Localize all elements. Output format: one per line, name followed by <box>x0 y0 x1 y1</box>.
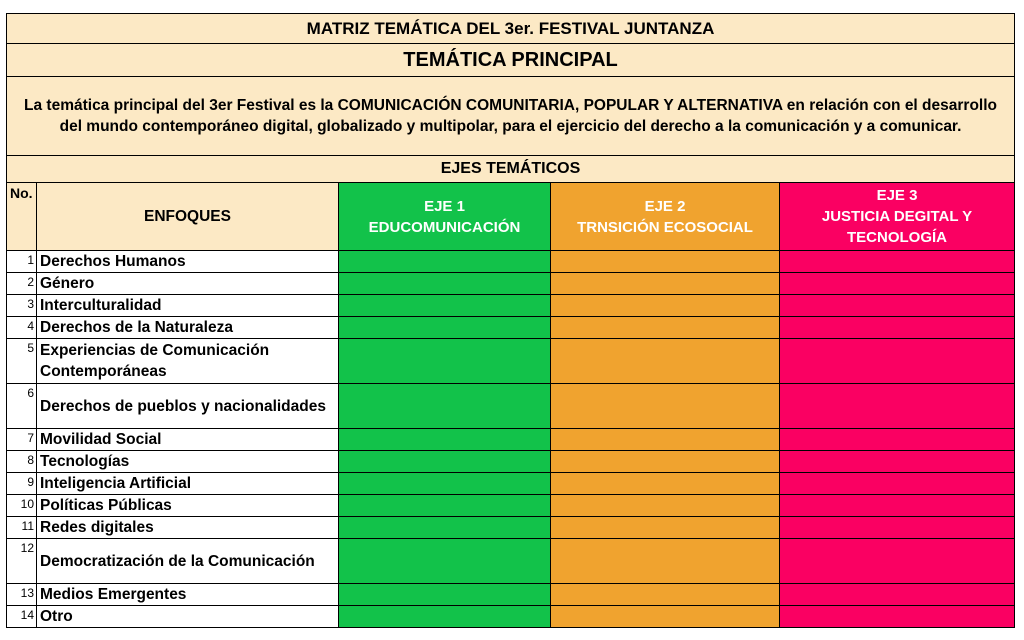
approach-label: Experiencias de Comunicación Contemporáneas <box>37 339 339 384</box>
axis-1-cell <box>339 517 551 539</box>
row-number: 1 <box>7 251 37 273</box>
axis-3-cell <box>780 584 1015 606</box>
axis-3-cell <box>780 429 1015 451</box>
axis-2-label: EJE 2 <box>644 197 686 215</box>
table-row <box>7 273 1015 295</box>
approach-label: Derechos Humanos <box>37 251 339 273</box>
approaches-column-header: ENFOQUES <box>37 183 339 251</box>
row-number: 14 <box>7 606 37 628</box>
row-number: 3 <box>7 295 37 317</box>
row-number: 8 <box>7 451 37 473</box>
axis-3-cell <box>780 495 1015 517</box>
approaches-rows <box>7 251 1015 628</box>
axis-3-cell <box>780 295 1015 317</box>
thematic-axes-heading: EJES TEMÁTICOS <box>7 156 1015 183</box>
approach-label: Redes digitales <box>37 517 339 539</box>
table-row <box>7 473 1015 495</box>
axis-2-cell <box>551 429 780 451</box>
axis-1-cell <box>339 606 551 628</box>
approach-label: Políticas Públicas <box>37 495 339 517</box>
table-row <box>7 251 1015 273</box>
axis-1-header <box>339 183 551 251</box>
axis-1-cell <box>339 317 551 339</box>
main-theme-description: La temática principal del 3er Festival es la COMUNICACIÓN COMUNITARIA, POPULAR Y ALTERNATIVA en relación con el desarrollo del mundo contemporáneo digital, globalizado y multipolar, para el ejercicio del derecho a la comunicación y a comunicar. <box>7 77 1015 156</box>
table-row <box>7 429 1015 451</box>
document-title: MATRIZ TEMÁTICA DEL 3er. FESTIVAL JUNTANZA <box>7 14 1015 44</box>
axis-2-cell <box>551 273 780 295</box>
axis-3-header <box>780 183 1015 251</box>
axis-3-cell <box>780 517 1015 539</box>
axis-1-cell <box>339 429 551 451</box>
axis-1-cell <box>339 339 551 384</box>
axis-1-cell <box>339 273 551 295</box>
axis-2-cell <box>551 317 780 339</box>
row-number: 10 <box>7 495 37 517</box>
axis-1-cell <box>339 584 551 606</box>
axis-2-cell <box>551 606 780 628</box>
table-row <box>7 539 1015 584</box>
axis-3-cell <box>780 339 1015 384</box>
axis-3-cell <box>780 473 1015 495</box>
row-number: 5 <box>7 339 37 384</box>
axis-2-header <box>551 183 780 251</box>
axis-2-cell <box>551 473 780 495</box>
table-row <box>7 584 1015 606</box>
axis-2-cell <box>551 339 780 384</box>
row-number: 9 <box>7 473 37 495</box>
axis-1-cell <box>339 384 551 429</box>
axis-2-cell <box>551 584 780 606</box>
axis-3-cell <box>780 251 1015 273</box>
table-row <box>7 451 1015 473</box>
row-number: 12 <box>7 539 37 584</box>
row-number: 6 <box>7 384 37 429</box>
approach-label: Democratización de la Comunicación <box>37 539 339 584</box>
axis-1-label: EJE 1 <box>424 197 465 215</box>
table-row <box>7 317 1015 339</box>
axis-3-cell <box>780 317 1015 339</box>
axis-2-cell <box>551 495 780 517</box>
approach-label: Otro <box>37 606 339 628</box>
table-row <box>7 295 1015 317</box>
table-row <box>7 517 1015 539</box>
axis-2-cell <box>551 251 780 273</box>
approach-label: Género <box>37 273 339 295</box>
axis-1-cell <box>339 473 551 495</box>
approach-label: Derechos de pueblos y nacionalidades <box>37 384 339 429</box>
axis-2-cell <box>551 517 780 539</box>
axis-3-name: JUSTICIA DEGITAL Y TECNOLOGÍA <box>821 208 973 246</box>
table-row <box>7 495 1015 517</box>
table-row <box>7 384 1015 429</box>
approach-label: Medios Emergentes <box>37 584 339 606</box>
axis-3-cell <box>780 606 1015 628</box>
axis-1-cell <box>339 451 551 473</box>
approach-label: Derechos de la Naturaleza <box>37 317 339 339</box>
axis-2-cell <box>551 295 780 317</box>
row-number: 4 <box>7 317 37 339</box>
axis-2-cell <box>551 539 780 584</box>
axis-1-name: EDUCOMUNICACIÓN <box>368 218 521 236</box>
row-number: 2 <box>7 273 37 295</box>
table-row <box>7 606 1015 628</box>
axis-2-cell <box>551 451 780 473</box>
axis-1-cell <box>339 295 551 317</box>
table-row <box>7 339 1015 384</box>
axis-2-cell <box>551 384 780 429</box>
axis-3-cell <box>780 273 1015 295</box>
row-number: 13 <box>7 584 37 606</box>
axis-1-cell <box>339 251 551 273</box>
approach-label: Tecnologías <box>37 451 339 473</box>
approach-label: Movilidad Social <box>37 429 339 451</box>
thematic-matrix-table <box>6 13 1015 628</box>
axis-1-cell <box>339 539 551 584</box>
main-theme-heading: TEMÁTICA PRINCIPAL <box>7 44 1015 77</box>
axis-3-cell <box>780 384 1015 429</box>
axis-3-cell <box>780 539 1015 584</box>
approach-label: Inteligencia Artificial <box>37 473 339 495</box>
axis-1-cell <box>339 495 551 517</box>
approach-label: Interculturalidad <box>37 295 339 317</box>
row-number: 11 <box>7 517 37 539</box>
thematic-matrix-sheet <box>6 13 1014 628</box>
axis-3-cell <box>780 451 1015 473</box>
row-number: 7 <box>7 429 37 451</box>
number-column-header: No. <box>7 183 37 251</box>
axis-3-label: EJE 3 <box>876 187 918 204</box>
axis-2-name: TRNSICIÓN ECOSOCIAL <box>577 218 753 236</box>
